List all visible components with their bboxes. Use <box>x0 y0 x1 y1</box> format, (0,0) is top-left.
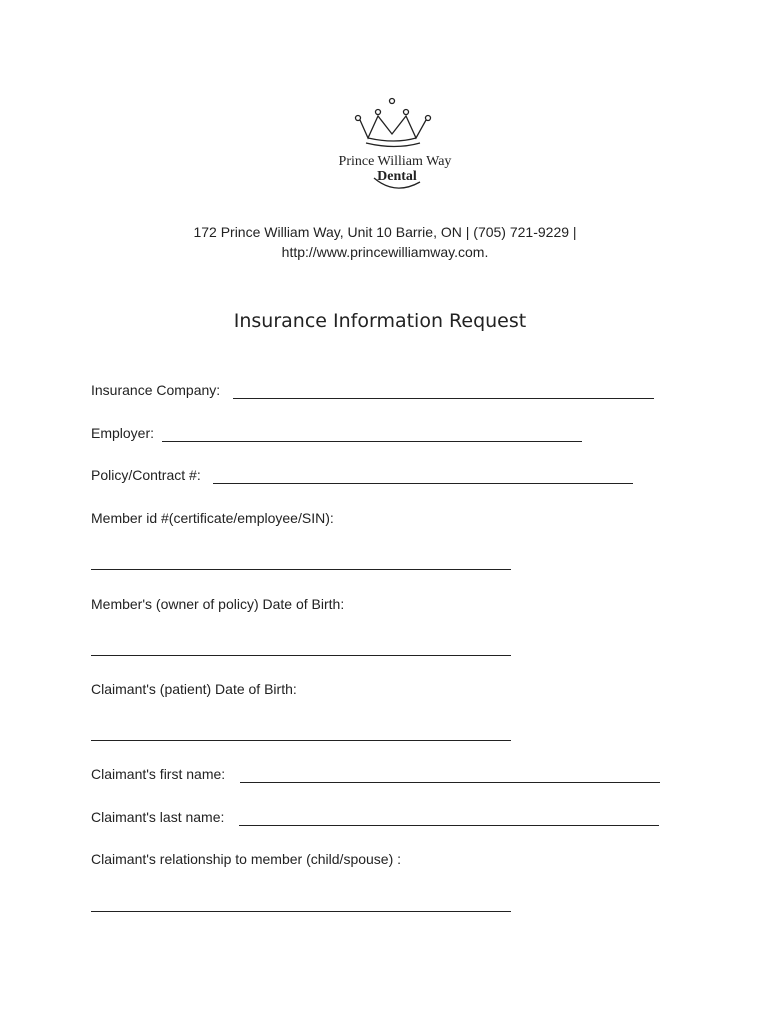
claimant-relationship-field[interactable] <box>91 911 511 912</box>
member-id-label: Member id #(certificate/employee/SIN): <box>91 510 334 526</box>
claimant-last-name-field[interactable] <box>239 825 659 826</box>
page-title: Insurance Information Request <box>233 310 527 332</box>
logo-name-line1: Prince William Way <box>338 154 452 169</box>
logo-name-line2: Dental <box>377 169 417 184</box>
employer-label: Employer: <box>91 425 155 441</box>
insurance-company-field[interactable] <box>233 398 654 399</box>
employer-field[interactable] <box>162 441 582 442</box>
member-dob-label: Member's (owner of policy) Date of Birth: <box>91 596 345 612</box>
insurance-company-label: Insurance Company: <box>91 382 221 398</box>
policy-contract-field[interactable] <box>213 483 633 484</box>
claimant-dob-field[interactable] <box>91 740 511 741</box>
practice-logo <box>320 96 470 208</box>
policy-contract-label: Policy/Contract #: <box>91 467 201 483</box>
address-block <box>0 222 770 262</box>
claimant-last-name-label: Claimant's last name: <box>91 809 225 825</box>
address-line: 172 Prince William Way, Unit 10 Barrie, ON | (705) 721-9229 | <box>193 224 577 240</box>
website-url: http://www.princewilliamway.com. <box>281 244 489 260</box>
claimant-first-name-label: Claimant's first name: <box>91 766 226 782</box>
claimant-first-name-field[interactable] <box>240 782 660 783</box>
member-id-field[interactable] <box>91 569 511 570</box>
claimant-relationship-label: Claimant's relationship to member (child/spouse) : <box>91 851 402 867</box>
claimant-dob-label: Claimant's (patient) Date of Birth: <box>91 681 297 697</box>
crown-icon <box>320 96 470 208</box>
member-dob-field[interactable] <box>91 655 511 656</box>
